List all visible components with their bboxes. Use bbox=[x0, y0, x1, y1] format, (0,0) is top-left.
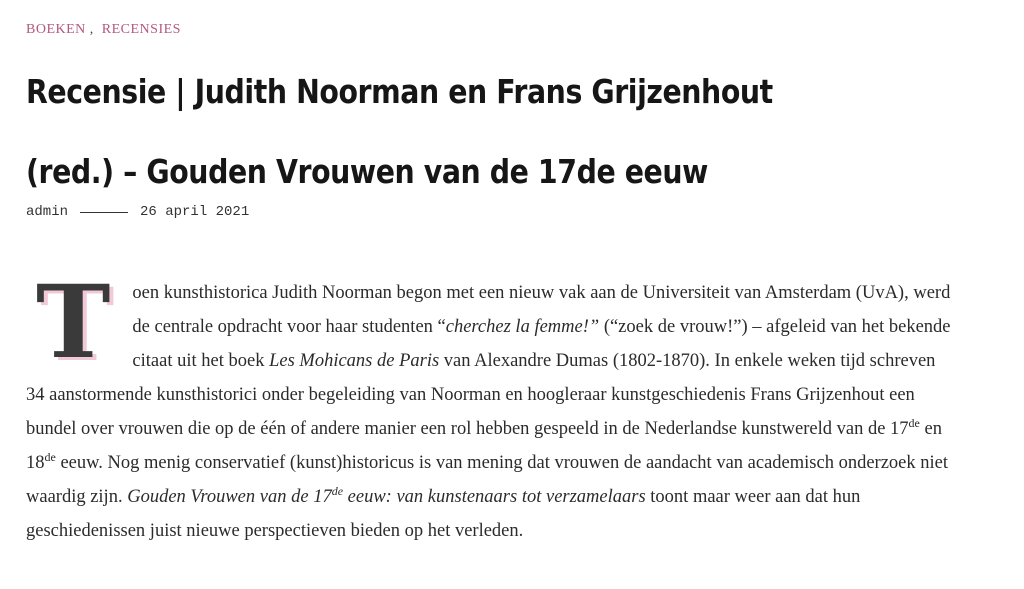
category-link-recensies[interactable]: RECENSIES bbox=[101, 22, 181, 37]
page-title: Recensie | Judith Noorman en Frans Grijzenhout (red.) – Gouden Vrouwen van de 17de eeuw bbox=[26, 72, 773, 191]
category-list bbox=[26, 22, 181, 38]
superscript: de bbox=[331, 484, 344, 498]
drop-cap: T bbox=[36, 263, 111, 381]
text-segment: eeuw. Nog menig conservatief (kunst)historicus is van mening dat vrouwen de aandacht van academisch onderzoek niet waardig zijn. bbox=[26, 453, 948, 507]
meta-divider bbox=[80, 212, 128, 213]
text-segment: van Alexandre Dumas (1802-1870). In enkele weken tijd schreven 34 aanstormende kunsthistorici onder begeleiding van Noorman en hoogleraar kunstgeschiedenis Frans Grijzenhout een bundel over vrouwen die op de één of andere manier een rol hebben gespeeld in de Nederlandse kunstwereld van de 17 bbox=[26, 351, 936, 439]
text-segment: toont maar weer aan dat hun geschiedenissen juist nieuwe perspectieven bieden op het verleden. bbox=[26, 487, 861, 541]
text-segment: oen kunsthistorica Judith Noorman begon met een nieuw vak aan de Universiteit van Amsterdam (UvA), werd de centrale opdracht voor haar studenten “ bbox=[132, 283, 951, 337]
superscript: de bbox=[44, 450, 56, 464]
post-date: 26 april 2021 bbox=[140, 204, 250, 220]
superscript: de bbox=[908, 416, 920, 430]
emphasis-quote: cherchez la femme!” bbox=[445, 317, 600, 337]
book-title-part: eeuw: van kunstenaars tot verzamelaars bbox=[343, 487, 646, 507]
article-paragraph bbox=[26, 263, 956, 548]
post-meta bbox=[26, 204, 249, 220]
category-separator: , bbox=[89, 22, 94, 37]
text-segment: en 18 bbox=[26, 419, 942, 473]
author-link[interactable]: admin bbox=[26, 204, 69, 220]
book-title-part: Gouden Vrouwen van de 17 bbox=[127, 487, 332, 507]
category-link-boeken[interactable]: BOEKEN bbox=[26, 22, 86, 37]
text-segment: (“zoek de vrouw!”) – afgeleid van het bekende citaat uit het boek bbox=[132, 317, 951, 371]
book-title: Les Mohicans de Paris bbox=[269, 351, 440, 371]
